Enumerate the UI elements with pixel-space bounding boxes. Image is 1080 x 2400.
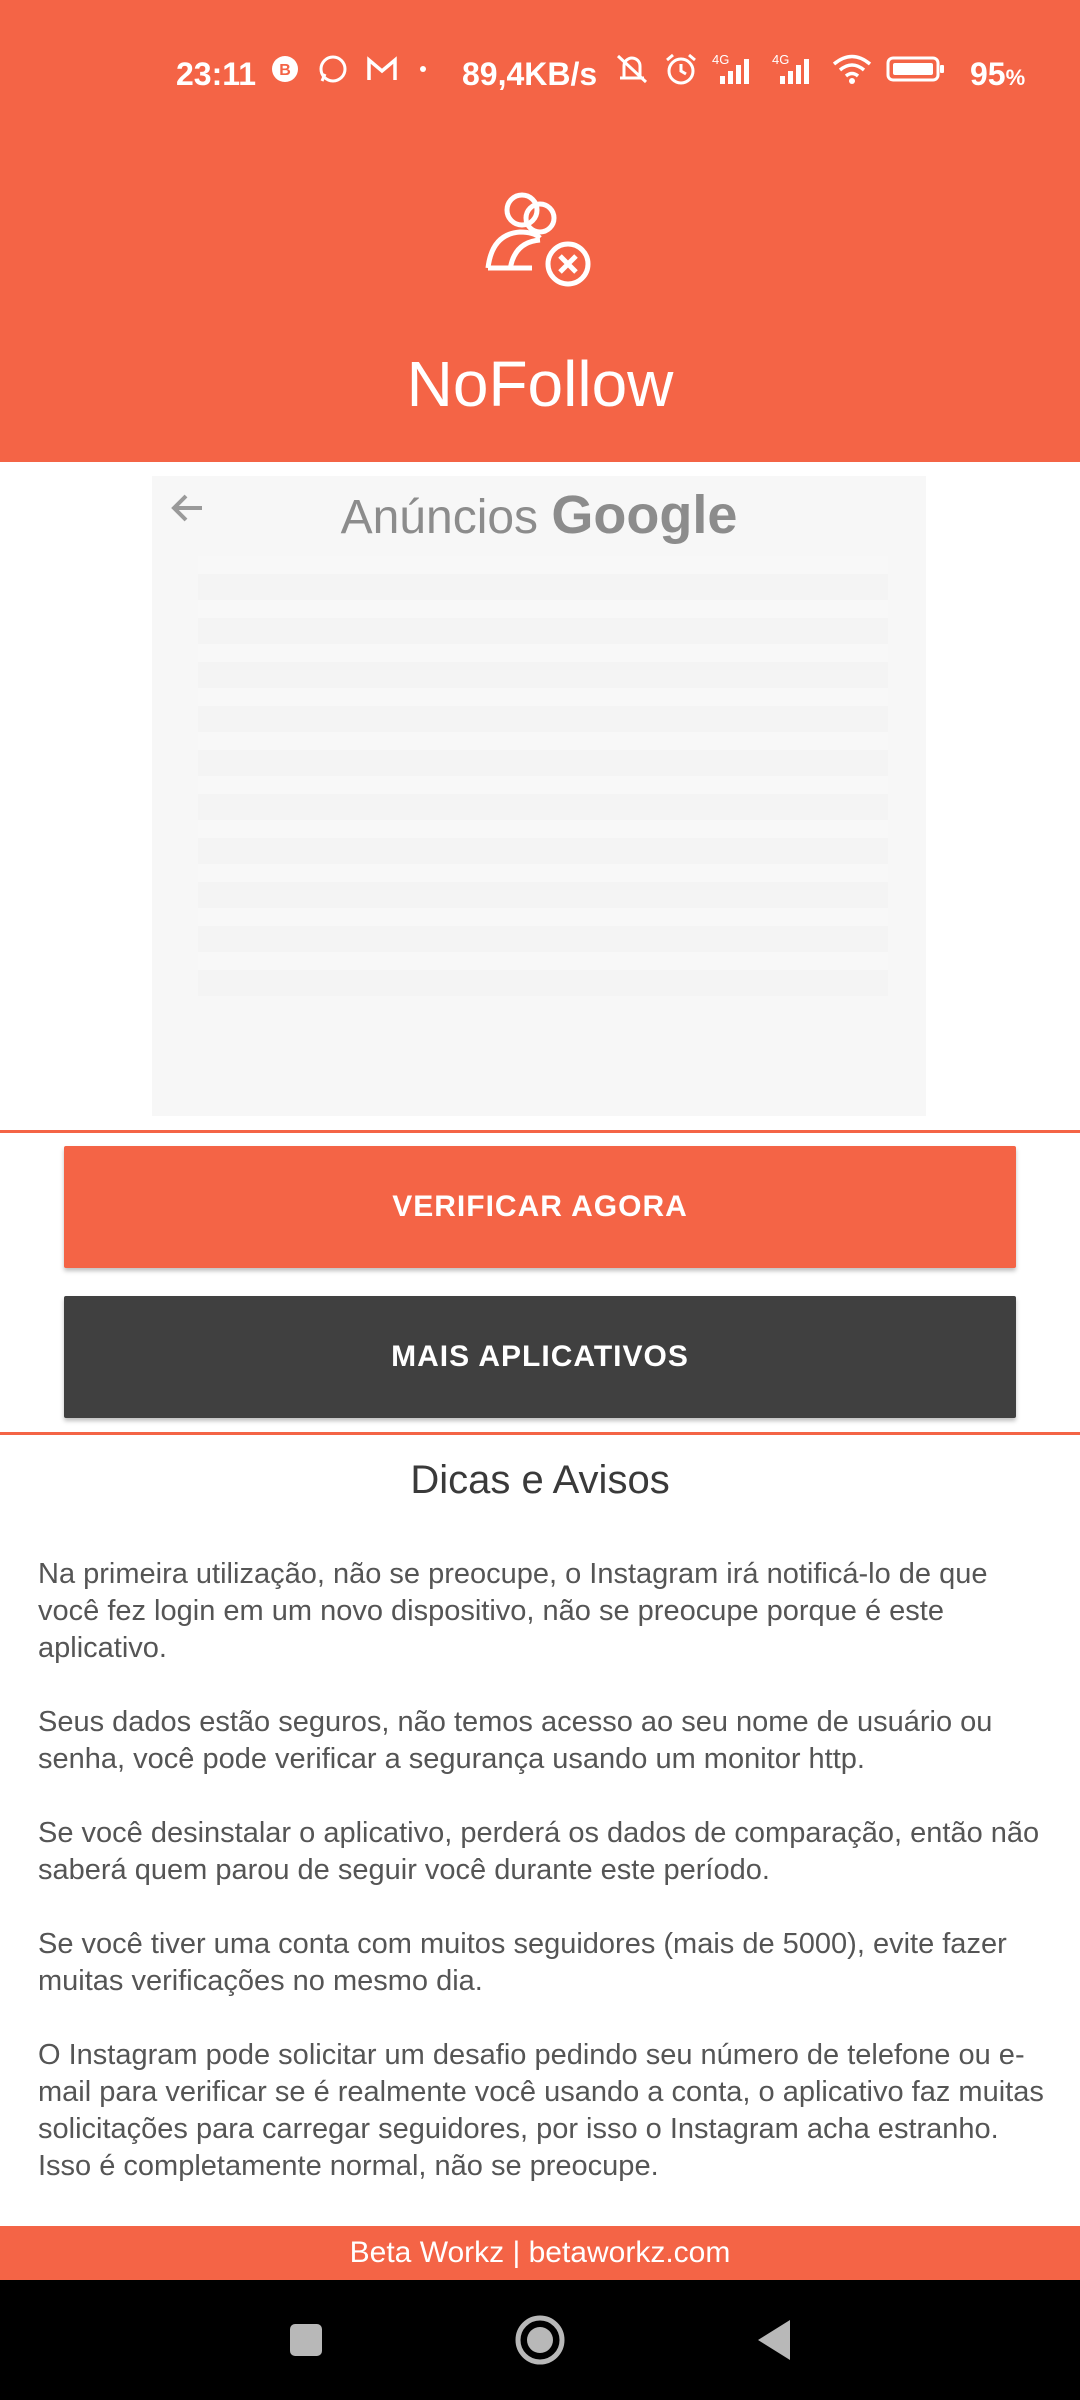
status-time: 23:11 — [176, 56, 257, 92]
alarm-icon — [664, 52, 698, 86]
status-bar — [0, 0, 1080, 150]
app-title: NoFollow — [406, 348, 674, 420]
tips-text — [38, 1556, 1048, 2222]
recent-apps-icon[interactable] — [276, 2310, 336, 2370]
tip-paragraph: Na primeira utilização, não se preocupe, o Instagram irá notificá-lo de que você fez login em um novo dispositivo, não se preocupe porque é este aplicativo. — [38, 1558, 988, 1664]
app-header — [0, 0, 1080, 462]
ad-banner[interactable] — [152, 476, 926, 1116]
mute-icon — [614, 52, 650, 86]
more-apps-button[interactable]: MAIS APLICATIVOS — [64, 1296, 1016, 1418]
tip-paragraph: Se você desinstalar o aplicativo, perderá os dados de comparação, então não saberá quem parou de seguir você durante este período. — [38, 1817, 1040, 1886]
google-brand: Google — [551, 485, 738, 545]
battery-icon — [886, 54, 946, 84]
svg-text:4G: 4G — [712, 52, 730, 67]
signal-4g-icon — [712, 52, 758, 86]
system-icons — [614, 52, 946, 86]
whatsapp-icon — [318, 54, 348, 84]
home-icon[interactable] — [510, 2310, 570, 2370]
divider-bottom — [0, 1432, 1080, 1435]
svg-text:4G: 4G — [772, 52, 790, 67]
tip-paragraph: Se você tiver uma conta com muitos seguidores (mais de 5000), evite fazer muitas verificações no mesmo dia. — [38, 1928, 1007, 1997]
dot-icon — [416, 62, 430, 76]
back-icon[interactable] — [744, 2310, 804, 2370]
tips-title: Dicas e Avisos — [410, 1458, 670, 1502]
tip-paragraph: Seus dados estão seguros, não temos acesso ao seu nome de usuário ou senha, você pode verificar a segurança usando um monitor http. — [38, 1706, 993, 1775]
ad-content-placeholder — [198, 556, 888, 996]
gmail-icon — [366, 56, 398, 82]
wifi-icon — [832, 53, 872, 85]
svg-text:B: B — [279, 62, 291, 79]
verify-now-button[interactable]: VERIFICAR AGORA — [64, 1146, 1016, 1268]
signal-4g-icon — [772, 52, 818, 86]
notification-icons — [270, 54, 430, 84]
battery-percent: 95% — [970, 56, 1026, 92]
ad-label: Anúncios Google — [340, 485, 738, 545]
tip-paragraph: O Instagram pode solicitar um desafio pedindo seu número de telefone ou e-mail para verificar se é realmente você usando a conta, o aplicativo faz muitas solicitações para carregar seguidores, por isso o Instagram acha estranho. Isso é completamente normal, não se preocupe. — [38, 2039, 1044, 2182]
whatsapp-business-icon — [270, 54, 300, 84]
user-remove-icon — [484, 188, 596, 292]
footer-credit[interactable]: Beta Workz | betaworkz.com — [0, 2226, 1080, 2280]
divider-top — [0, 1130, 1080, 1133]
network-speed: 89,4KB/s — [462, 56, 598, 92]
navigation-bar — [0, 2280, 1080, 2400]
